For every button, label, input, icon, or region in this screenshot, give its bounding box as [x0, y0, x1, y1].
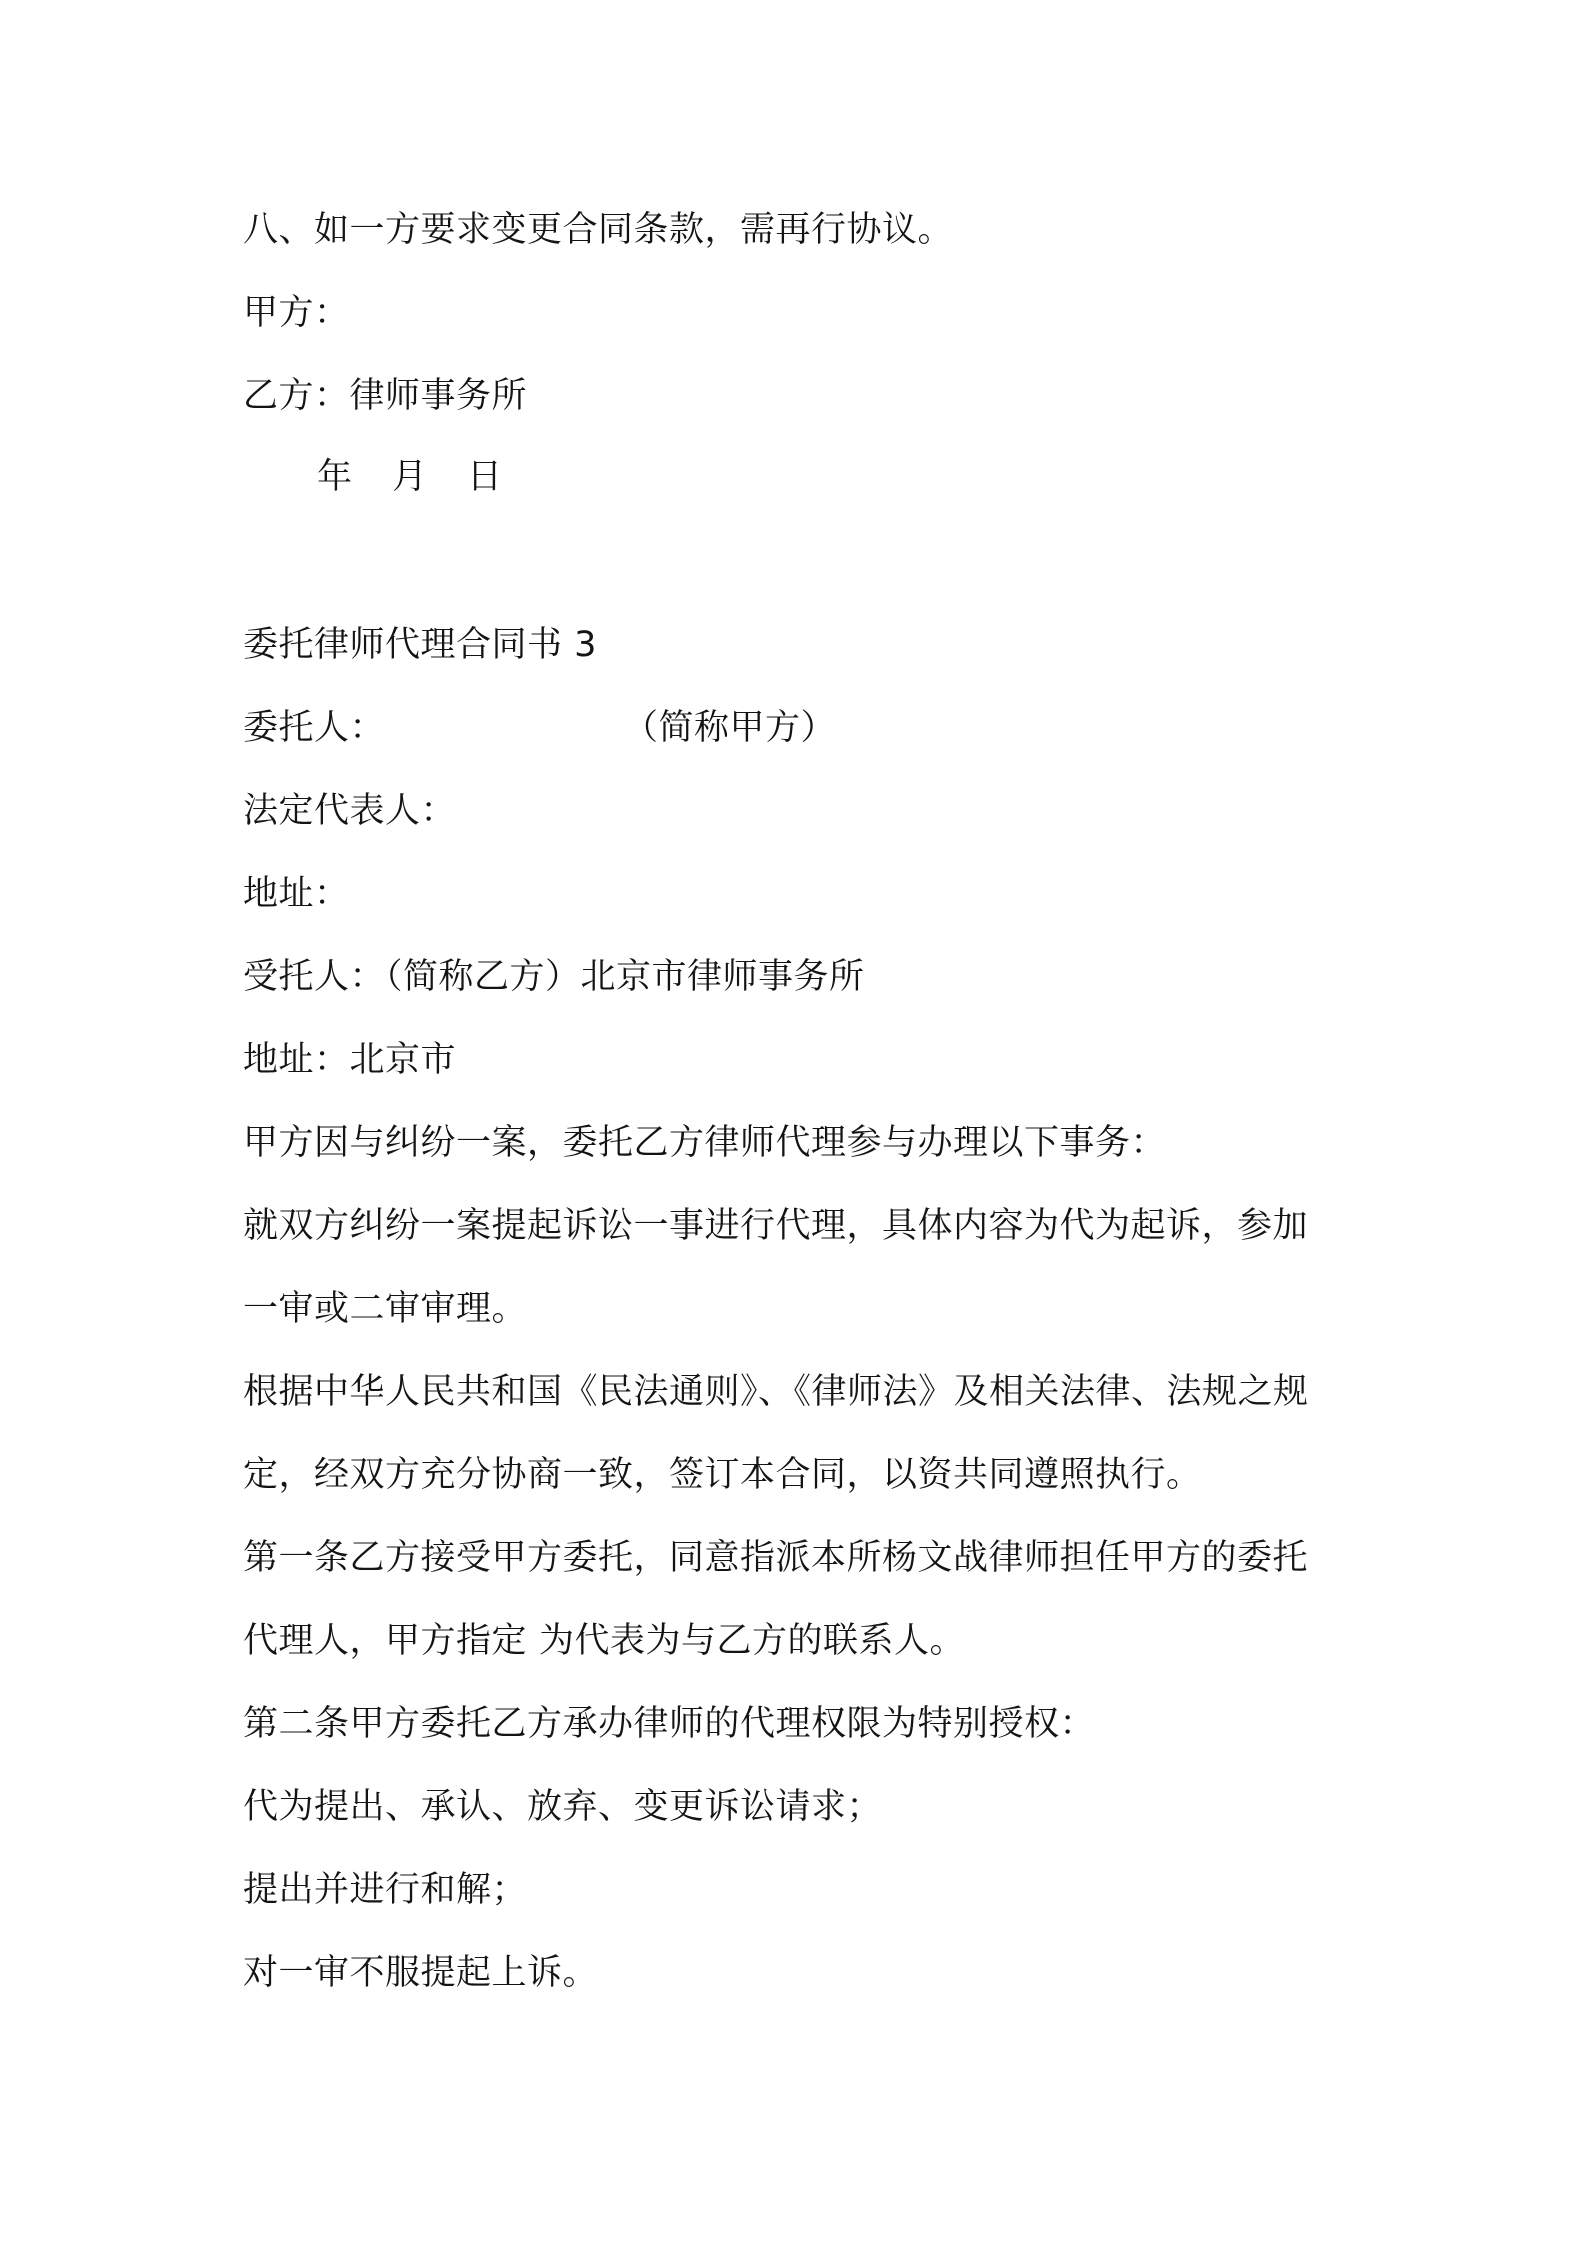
article-one-line-1: 第一条乙方接受甲方委托，同意指派本所杨文战律师担任甲方的委托 [243, 1538, 1309, 1578]
matter-line-2: 一审或二审审理。 [243, 1289, 528, 1329]
address-a: 地址： [243, 874, 350, 914]
article-one-part-a: 代理人，甲方指定 [243, 1621, 528, 1661]
article-two: 第二条甲方委托乙方承办律师的代理权限为特别授权： [243, 1704, 1096, 1744]
legal-representative: 法定代表人： [243, 791, 457, 831]
principal-abbr: （简称甲方） [623, 708, 837, 748]
agent-line: 受托人：（简称乙方）北京市律师事务所 [243, 957, 865, 997]
matter-line-1: 就双方纠纷一案提起诉讼一事进行代理，具体内容为代为起诉，参加 [243, 1206, 1309, 1246]
intro-paragraph: 甲方因与纠纷一案，委托乙方律师代理参与办理以下事务： [243, 1123, 1167, 1163]
basis-line-2: 定，经双方充分协商一致，签订本合同，以资共同遵照执行。 [243, 1455, 1202, 1495]
date-year: 年 [317, 457, 353, 497]
article-one-line-2 [243, 1616, 965, 1666]
date-day: 日 [467, 457, 503, 497]
contract-title: 委托律师代理合同书 3 [243, 625, 597, 665]
power-item-3: 对一审不服提起上诉。 [243, 1953, 599, 1993]
principal-line [243, 703, 836, 753]
basis-line-1: 根据中华人民共和国《民法通则》、《律师法》及相关法律、法规之规 [243, 1372, 1309, 1412]
power-item-2: 提出并进行和解； [243, 1870, 528, 1910]
party-b-signature: 乙方：律师事务所 [243, 376, 528, 416]
principal-label: 委托人： [243, 708, 386, 748]
clause-eight: 八、如一方要求变更合同条款，需再行协议。 [243, 210, 954, 250]
article-one-part-b: 为代表为与乙方的联系人。 [539, 1621, 966, 1661]
signing-date [317, 452, 502, 502]
power-item-1: 代为提出、承认、放弃、变更诉讼请求； [243, 1787, 883, 1827]
date-month: 月 [392, 457, 428, 497]
party-a-signature: 甲方： [243, 293, 350, 333]
address-b: 地址：北京市 [243, 1040, 457, 1080]
